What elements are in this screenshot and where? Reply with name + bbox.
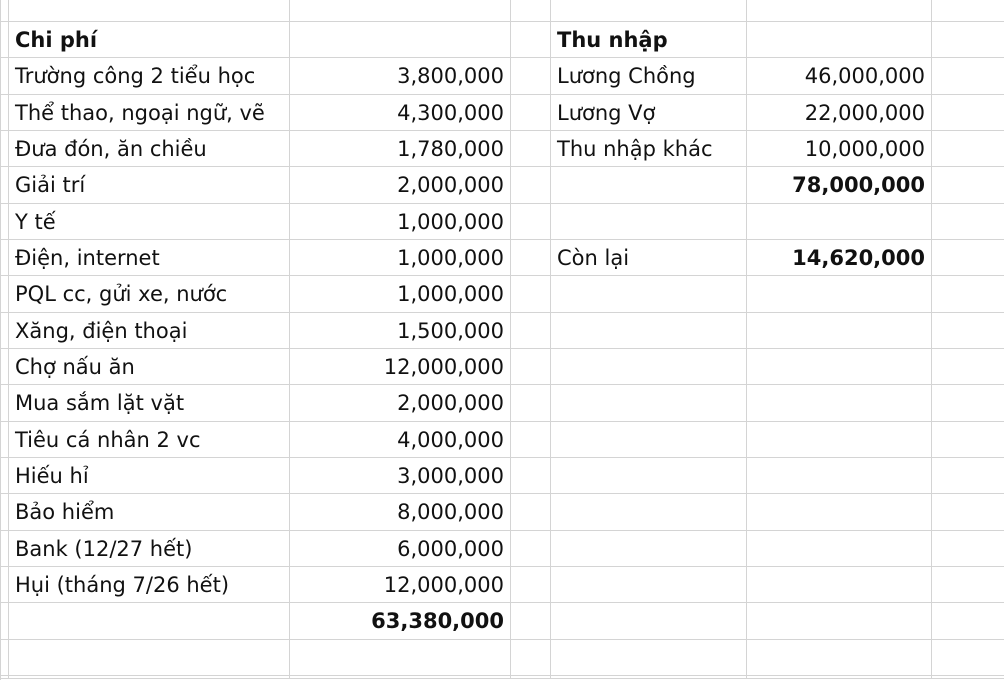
expense-value[interactable]: 1,000,000 xyxy=(290,204,511,240)
cell-r19-c3[interactable] xyxy=(511,676,551,679)
cell-r14-c6[interactable] xyxy=(932,494,1004,530)
cell-r4-c6[interactable] xyxy=(932,131,1004,167)
cell-r2-c0[interactable] xyxy=(1,58,9,94)
cell-r19-c0[interactable] xyxy=(1,676,9,679)
expense-value[interactable]: 3,000,000 xyxy=(290,458,511,494)
cell-r18-c6[interactable] xyxy=(932,640,1004,676)
income-total[interactable]: 78,000,000 xyxy=(747,167,932,203)
cell-r8-c3[interactable] xyxy=(511,276,551,312)
cell-r0-c0[interactable] xyxy=(1,0,9,22)
cell-r8-c5[interactable] xyxy=(747,276,932,312)
cell-r9-c3[interactable] xyxy=(511,313,551,349)
cell-r9-c6[interactable] xyxy=(932,313,1004,349)
income-value[interactable]: 22,000,000 xyxy=(747,95,932,131)
cell-r1-c5[interactable] xyxy=(747,22,932,58)
cell-r16-c5[interactable] xyxy=(747,567,932,603)
expense-value[interactable]: 8,000,000 xyxy=(290,494,511,530)
cell-r0-c2[interactable] xyxy=(290,0,511,22)
cell-r13-c3[interactable] xyxy=(511,458,551,494)
cell-r14-c4[interactable] xyxy=(551,494,747,530)
expense-value[interactable]: 6,000,000 xyxy=(290,531,511,567)
income-header[interactable]: Thu nhập xyxy=(551,22,747,58)
expense-label[interactable]: Xăng, điện thoại xyxy=(9,313,290,349)
cell-r15-c3[interactable] xyxy=(511,531,551,567)
cell-r2-c3[interactable] xyxy=(511,58,551,94)
expense-value[interactable]: 1,780,000 xyxy=(290,131,511,167)
cell-r1-c6[interactable] xyxy=(932,22,1004,58)
cell-r19-c6[interactable] xyxy=(932,676,1004,679)
expense-label[interactable]: PQL cc, gửi xe, nước xyxy=(9,276,290,312)
cell-r10-c6[interactable] xyxy=(932,349,1004,385)
expense-value[interactable]: 4,000,000 xyxy=(290,422,511,458)
cell-r18-c3[interactable] xyxy=(511,640,551,676)
expense-value[interactable]: 1,000,000 xyxy=(290,276,511,312)
cell-r5-c0[interactable] xyxy=(1,167,9,203)
cell-r6-c6[interactable] xyxy=(932,204,1004,240)
cell-r8-c0[interactable] xyxy=(1,276,9,312)
cell-r2-c6[interactable] xyxy=(932,58,1004,94)
cell-r5-c6[interactable] xyxy=(932,167,1004,203)
expense-value[interactable]: 2,000,000 xyxy=(290,167,511,203)
expenses-total[interactable]: 63,380,000 xyxy=(290,603,511,639)
expense-value[interactable]: 1,000,000 xyxy=(290,240,511,276)
cell-r15-c4[interactable] xyxy=(551,531,747,567)
expense-label[interactable]: Mua sắm lặt vặt xyxy=(9,385,290,421)
expense-value[interactable]: 12,000,000 xyxy=(290,567,511,603)
cell-r16-c0[interactable] xyxy=(1,567,9,603)
cell-r12-c3[interactable] xyxy=(511,422,551,458)
cell-r18-c4[interactable] xyxy=(551,640,747,676)
cell-r5-c4[interactable] xyxy=(551,167,747,203)
cell-r11-c4[interactable] xyxy=(551,385,747,421)
cell-r15-c0[interactable] xyxy=(1,531,9,567)
cell-r19-c5[interactable] xyxy=(747,676,932,679)
expense-label[interactable]: Hụi (tháng 7/26 hết) xyxy=(9,567,290,603)
expense-value[interactable]: 1,500,000 xyxy=(290,313,511,349)
income-value[interactable]: 46,000,000 xyxy=(747,58,932,94)
cell-r14-c0[interactable] xyxy=(1,494,9,530)
cell-r14-c5[interactable] xyxy=(747,494,932,530)
cell-r19-c2[interactable] xyxy=(290,676,511,679)
cell-r13-c4[interactable] xyxy=(551,458,747,494)
cell-r6-c4[interactable] xyxy=(551,204,747,240)
cell-r11-c0[interactable] xyxy=(1,385,9,421)
cell-r7-c0[interactable] xyxy=(1,240,9,276)
cell-r11-c5[interactable] xyxy=(747,385,932,421)
cell-r6-c0[interactable] xyxy=(1,204,9,240)
cell-r17-c3[interactable] xyxy=(511,603,551,639)
cell-r14-c3[interactable] xyxy=(511,494,551,530)
income-value[interactable]: 10,000,000 xyxy=(747,131,932,167)
cell-r16-c4[interactable] xyxy=(551,567,747,603)
cell-r8-c6[interactable] xyxy=(932,276,1004,312)
cell-r12-c4[interactable] xyxy=(551,422,747,458)
cell-r10-c3[interactable] xyxy=(511,349,551,385)
cell-r12-c6[interactable] xyxy=(932,422,1004,458)
cell-r10-c5[interactable] xyxy=(747,349,932,385)
cell-r0-c5[interactable] xyxy=(747,0,932,22)
expense-label[interactable]: Giải trí xyxy=(9,167,290,203)
cell-r17-c5[interactable] xyxy=(747,603,932,639)
cell-r10-c4[interactable] xyxy=(551,349,747,385)
cell-r1-c3[interactable] xyxy=(511,22,551,58)
expense-label[interactable]: Trường công 2 tiểu học xyxy=(9,58,290,94)
remaining-value[interactable]: 14,620,000 xyxy=(747,240,932,276)
cell-r6-c5[interactable] xyxy=(747,204,932,240)
cell-r5-c3[interactable] xyxy=(511,167,551,203)
expense-label[interactable]: Bảo hiểm xyxy=(9,494,290,530)
expense-value[interactable]: 2,000,000 xyxy=(290,385,511,421)
cell-r17-c1[interactable] xyxy=(9,603,290,639)
cell-r9-c0[interactable] xyxy=(1,313,9,349)
cell-r8-c4[interactable] xyxy=(551,276,747,312)
expense-value[interactable]: 4,300,000 xyxy=(290,95,511,131)
cell-r0-c3[interactable] xyxy=(511,0,551,22)
cell-r18-c5[interactable] xyxy=(747,640,932,676)
expense-label[interactable]: Thể thao, ngoại ngữ, vẽ xyxy=(9,95,290,131)
cell-r11-c3[interactable] xyxy=(511,385,551,421)
cell-r3-c6[interactable] xyxy=(932,95,1004,131)
cell-r13-c6[interactable] xyxy=(932,458,1004,494)
expense-label[interactable]: Tiêu cá nhân 2 vc xyxy=(9,422,290,458)
cell-r19-c1[interactable] xyxy=(9,676,290,679)
cell-r17-c0[interactable] xyxy=(1,603,9,639)
cell-r3-c3[interactable] xyxy=(511,95,551,131)
cell-r15-c5[interactable] xyxy=(747,531,932,567)
cell-r16-c3[interactable] xyxy=(511,567,551,603)
expense-value[interactable]: 3,800,000 xyxy=(290,58,511,94)
cell-r9-c5[interactable] xyxy=(747,313,932,349)
income-label[interactable]: Lương Vợ xyxy=(551,95,747,131)
cell-r19-c4[interactable] xyxy=(551,676,747,679)
expense-label[interactable]: Bank (12/27 hết) xyxy=(9,531,290,567)
cell-r7-c6[interactable] xyxy=(932,240,1004,276)
cell-r10-c0[interactable] xyxy=(1,349,9,385)
cell-r15-c6[interactable] xyxy=(932,531,1004,567)
cell-r18-c1[interactable] xyxy=(9,640,290,676)
cell-r1-c2[interactable] xyxy=(290,22,511,58)
cell-r16-c6[interactable] xyxy=(932,567,1004,603)
cell-r4-c3[interactable] xyxy=(511,131,551,167)
expenses-header[interactable]: Chi phí xyxy=(9,22,290,58)
cell-r13-c0[interactable] xyxy=(1,458,9,494)
expense-value[interactable]: 12,000,000 xyxy=(290,349,511,385)
cell-r9-c4[interactable] xyxy=(551,313,747,349)
cell-r3-c0[interactable] xyxy=(1,95,9,131)
cell-r0-c4[interactable] xyxy=(551,0,747,22)
cell-r11-c6[interactable] xyxy=(932,385,1004,421)
income-label[interactable]: Lương Chồng xyxy=(551,58,747,94)
expense-label[interactable]: Hiếu hỉ xyxy=(9,458,290,494)
cell-r18-c2[interactable] xyxy=(290,640,511,676)
cell-r17-c6[interactable] xyxy=(932,603,1004,639)
cell-r17-c4[interactable] xyxy=(551,603,747,639)
expense-label[interactable]: Chợ nấu ăn xyxy=(9,349,290,385)
cell-r18-c0[interactable] xyxy=(1,640,9,676)
cell-r7-c3[interactable] xyxy=(511,240,551,276)
cell-r12-c0[interactable] xyxy=(1,422,9,458)
cell-r12-c5[interactable] xyxy=(747,422,932,458)
cell-r13-c5[interactable] xyxy=(747,458,932,494)
cell-r4-c0[interactable] xyxy=(1,131,9,167)
income-label[interactable]: Thu nhập khác xyxy=(551,131,747,167)
cell-r1-c0[interactable] xyxy=(1,22,9,58)
remaining-label[interactable]: Còn lại xyxy=(551,240,747,276)
cell-r6-c3[interactable] xyxy=(511,204,551,240)
cell-r0-c1[interactable] xyxy=(9,0,290,22)
expense-label[interactable]: Đưa đón, ăn chiều xyxy=(9,131,290,167)
expense-label[interactable]: Điện, internet xyxy=(9,240,290,276)
cell-r0-c6[interactable] xyxy=(932,0,1004,22)
expense-label[interactable]: Y tế xyxy=(9,204,290,240)
